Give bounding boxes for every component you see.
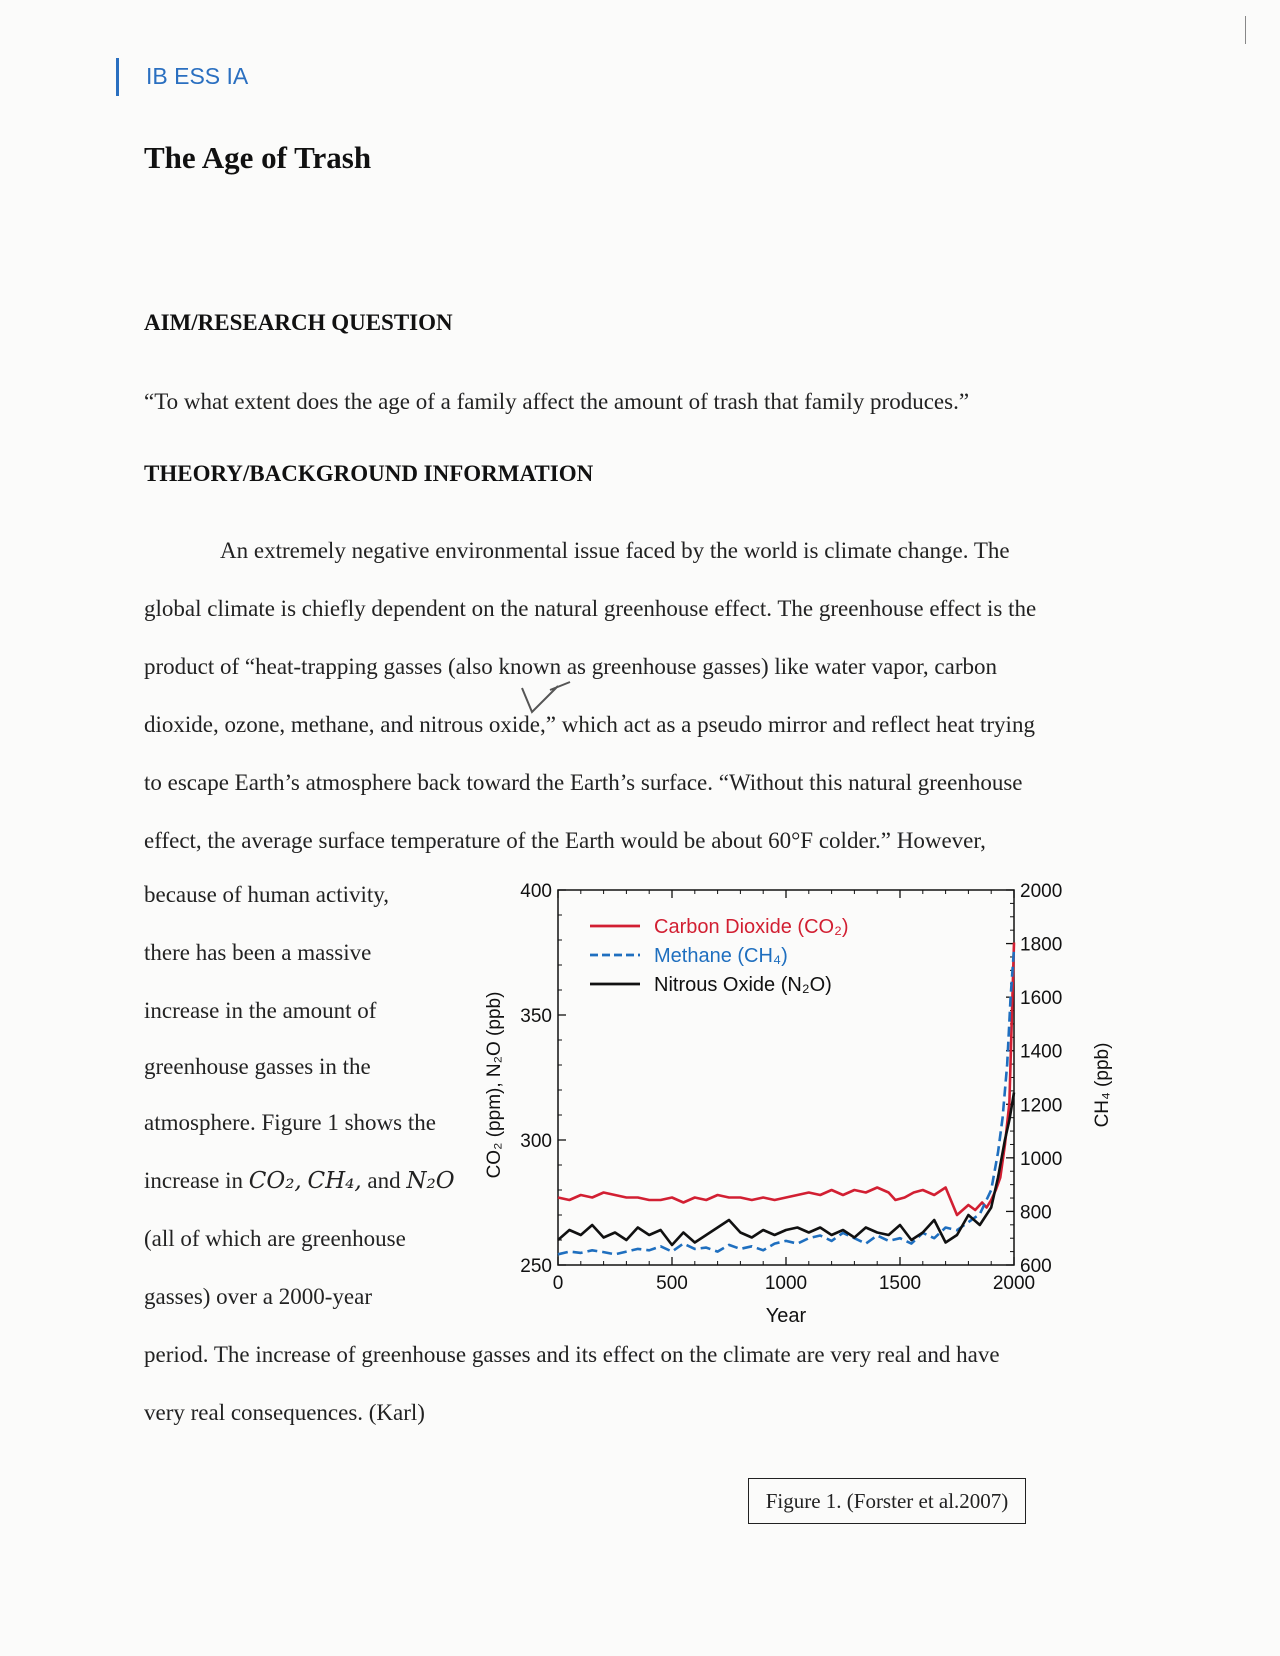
y-tick-label-right: 1400 [1020,1041,1063,1063]
formula-and: and [367,1168,401,1193]
section-heading-aim: AIM/RESEARCH QUESTION [144,310,453,335]
y-tick-label-left: 250 [520,1256,552,1277]
wrap-line: because of human activity, [144,882,390,907]
tail-line: (all of which are greenhouse [144,1226,406,1251]
y-tick-label-left: 350 [520,1006,552,1027]
formula-n2o: N₂O [406,1168,455,1194]
x-tick-label: 500 [656,1273,688,1294]
scan-edge-mark [1245,16,1246,44]
wrap-line: atmosphere. Figure 1 shows the [144,1110,436,1135]
axis-ticks [520,881,1062,1294]
y-tick-label-right: 2000 [1020,881,1063,902]
y-tick-label-right: 1000 [1020,1148,1063,1170]
y-tick-label-left: 400 [520,881,552,902]
x-tick-label: 2000 [992,1273,1036,1294]
y-tick-label-right: 800 [1020,1202,1052,1224]
greenhouse-gas-chart [478,870,1128,1330]
header-label: IB ESS IA [146,63,249,89]
y-tick-label-right: 1600 [1020,988,1063,1010]
wrap-line: there has been a massive [144,940,372,965]
y-axis-label-right: CH₄ (ppb) [1092,1042,1113,1128]
y-tick-label-right: 1800 [1020,934,1063,956]
chart-legend [590,916,849,996]
body-line: very real consequences. (Karl) [144,1400,425,1425]
y-tick-label-left: 300 [520,1131,552,1152]
legend-label: Methane (CH₄) [654,945,788,967]
x-tick-label: 1000 [764,1273,808,1294]
wrap-line: greenhouse gasses in the [144,1054,371,1079]
header-accent-bar [116,58,119,96]
check-mark-icon [520,678,576,718]
x-tick-label: 1500 [878,1273,922,1294]
tail-line: gasses) over a 2000-year [144,1284,372,1309]
y-axis-label-left: CO₂ (ppm), N₂O (ppb) [484,991,505,1179]
body-line: An extremely negative environmental issue faced by the world is climate change. The [220,538,1010,563]
formula-prefix: increase in [144,1168,243,1193]
body-line: global climate is chiefly dependent on the natural greenhouse effect. The greenhouse effect is the [144,596,1037,621]
body-line: product of “heat-trapping gasses (also known as greenhouse gasses) like water vapor, carbon [144,654,997,679]
section-heading-theory: THEORY/BACKGROUND INFORMATION [144,461,594,486]
y-tick-label-right: 600 [1020,1256,1052,1277]
figure-caption: Figure 1. (Forster et al.2007) [748,1478,1026,1524]
y-tick-label-right: 1200 [1020,1095,1063,1117]
legend-label: Carbon Dioxide (CO₂) [654,916,849,938]
body-line: period. The increase of greenhouse gasses and its effect on the climate are very real and have [144,1342,1000,1367]
page-title: The Age of Trash [144,140,372,175]
body-line: dioxide, ozone, methane, and nitrous oxide,” which act as a pseudo mirror and reflect heat trying [144,712,1035,737]
formula-co2: CO₂, [248,1168,302,1194]
series-line-2 [558,1093,1014,1246]
x-axis-label: Year [765,1305,807,1327]
body-line: effect, the average surface temperature of the Earth would be about 60°F colder.” However, [144,828,986,853]
legend-label: Nitrous Oxide (N₂O) [654,974,832,996]
x-tick-label: 0 [552,1273,564,1294]
wrap-line: increase in the amount of [144,998,377,1023]
formula-line [144,1168,455,1194]
research-question: “To what extent does the age of a family affect the amount of trash that family produces.” [144,389,970,414]
body-line: to escape Earth’s atmosphere back toward the Earth’s surface. “Without this natural greenhouse [144,770,1023,795]
formula-ch4: CH₄, [307,1168,362,1194]
